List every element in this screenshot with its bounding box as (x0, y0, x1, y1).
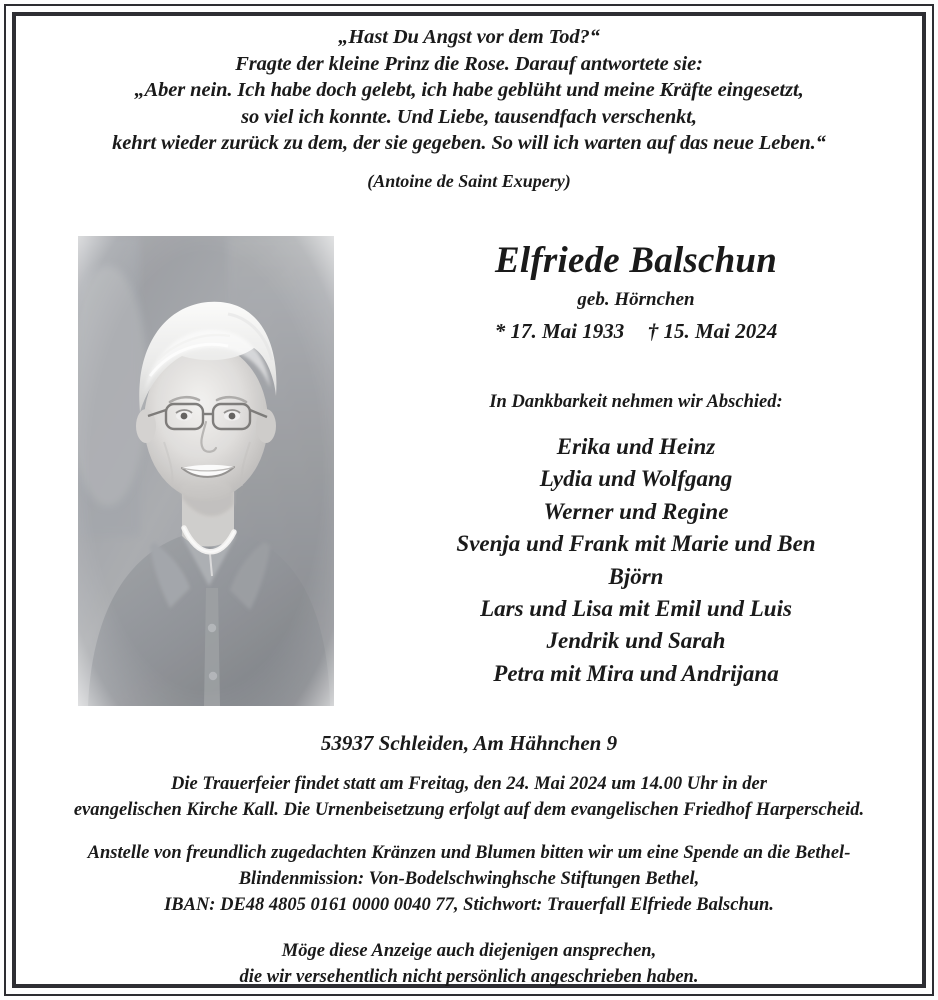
list-item: Svenja und Frank mit Marie und Ben (456, 531, 816, 557)
list-item: Erika und Heinz (556, 434, 716, 459)
closing-line: Möge diese Anzeige auch diejenigen ansprechen, (281, 941, 657, 961)
donation-details (16, 840, 922, 918)
closing-line: die wir versehentlich nicht persönlich angeschrieben haben. (239, 967, 699, 987)
notice-footer (16, 728, 922, 990)
list-item: Lydia und Wolfgang (539, 466, 733, 492)
death-symbol: † (647, 319, 659, 343)
deceased-name: Elfriede Balschun (495, 240, 777, 281)
death-date: 15. Mai 2024 (663, 319, 778, 343)
service-line: evangelischen Kirche Kall. Die Urnenbeisetzung erfolgt auf dem evangelischen Friedhof Harperscheid. (73, 799, 865, 820)
service-details (16, 772, 922, 823)
life-dates (356, 317, 916, 345)
quote-attribution: (Antoine de Saint Exupery) (367, 170, 571, 191)
mourners-list (356, 431, 916, 690)
quote-line: „Hast Du Angst vor dem Tod?“ (338, 26, 600, 48)
quote-line: kehrt wieder zurück zu dem, der sie gegeben. So will ich warten auf das neue Leben.“ (112, 132, 826, 154)
portrait-photo (62, 221, 350, 721)
address: 53937 Schleiden, Am Hähnchen 9 (320, 731, 618, 755)
deceased-details (356, 238, 916, 690)
birth-date: 17. Mai 1933 (510, 319, 625, 343)
donation-line: Anstelle von freundlich zugedachten Kränzen und Blumen bitten wir um eine Spende an die Bethel- (87, 843, 851, 863)
service-line: Die Trauerfeier findet statt am Freitag, den 24. Mai 2024 um 14.00 Uhr in der (171, 774, 767, 794)
donation-line: Blindenmission: Von-Bodelschwinghsche Stiftungen Bethel, (238, 869, 700, 889)
farewell-intro: In Dankbarkeit nehmen wir Abschied: (489, 392, 783, 412)
list-item: Jendrik und Sarah (546, 628, 726, 654)
memorial-quote (16, 16, 922, 194)
quote-line: Fragte der kleine Prinz die Rose. Darauf antwortete sie: (235, 52, 703, 75)
closing-note (16, 938, 922, 990)
portrait-photo-image (78, 236, 334, 706)
card-content (16, 16, 922, 987)
list-item: Werner und Regine (543, 498, 729, 524)
list-item: Petra mit Mira und Andrijana (493, 660, 779, 686)
birth-symbol: * (494, 319, 506, 343)
list-item: Lars und Lisa mit Emil und Luis (480, 596, 792, 622)
quote-line: so viel ich konnte. Und Liebe, tausendfach verschenkt, (241, 105, 697, 128)
quote-line: „Aber nein. Ich habe doch gelebt, ich habe geblüht und meine Kräfte eingesetzt, (134, 79, 804, 101)
donation-iban-line: IBAN: DE48 4805 0161 0000 0040 77, Stichwort: Trauerfall Elfriede Balschun. (164, 895, 774, 915)
list-item: Björn (608, 563, 664, 589)
maiden-name: geb. Hörnchen (577, 289, 695, 310)
